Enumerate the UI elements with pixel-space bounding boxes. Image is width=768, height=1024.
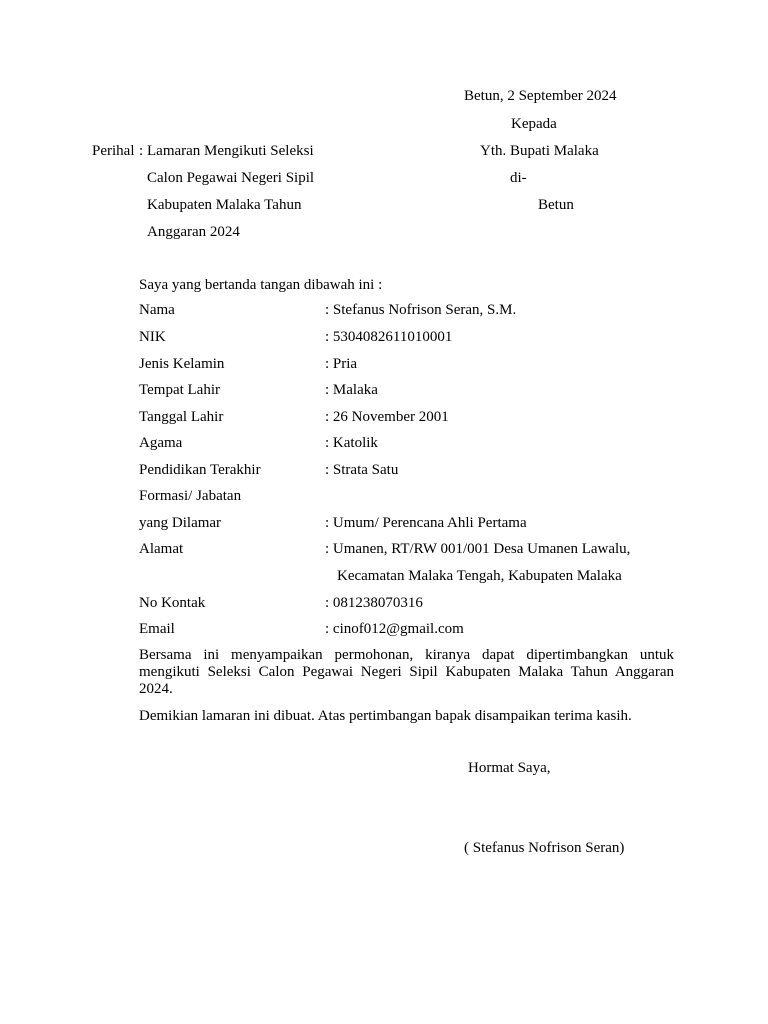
subject-colon: : — [139, 143, 144, 159]
body-paragraph: Bersama ini menyampaikan permohonan, kiranya dapat dipertimbangkan untuk mengikuti Seleksi Calon Pegawai Negeri Sipil Kabupaten Malaka Tahun Anggaran 2024. — [139, 647, 674, 697]
recipient-to: Kepada — [511, 116, 557, 132]
field-value-yang-dilamar: : Umum/ Perencana Ahli Pertama — [325, 515, 527, 531]
field-label-tanggal-lahir: Tanggal Lahir — [139, 409, 224, 425]
recipient-name: Yth. Bupati Malaka — [480, 143, 599, 159]
field-value-nama: : Stefanus Nofrison Seran, S.M. — [325, 302, 517, 318]
field-value-agama: : Katolik — [325, 435, 378, 451]
field-value-alamat: : Umanen, RT/RW 001/001 Desa Umanen Lawalu, — [325, 541, 631, 557]
intro-text: Saya yang bertanda tangan dibawah ini : — [139, 277, 383, 293]
field-value-jenis-kelamin: : Pria — [325, 356, 358, 372]
field-label-email: Email — [139, 621, 175, 637]
field-label-jenis-kelamin: Jenis Kelamin — [139, 356, 225, 372]
subject-line: Lamaran Mengikuti Seleksi — [147, 143, 314, 159]
field-value-alamat-cont: Kecamatan Malaka Tengah, Kabupaten Malaka — [337, 568, 622, 584]
signature-name: ( Stefanus Nofrison Seran) — [464, 840, 625, 856]
field-value-pendidikan: : Strata Satu — [325, 462, 399, 478]
field-value-tanggal-lahir: : 26 November 2001 — [325, 409, 449, 425]
closing-paragraph: Demikian lamaran ini dibuat. Atas pertimbangan bapak disampaikan terima kasih. — [139, 708, 632, 724]
field-label-alamat: Alamat — [139, 541, 184, 557]
recipient-di: di- — [510, 170, 527, 186]
field-label-formasi: Formasi/ Jabatan — [139, 488, 242, 504]
subject-line: Calon Pegawai Negeri Sipil — [147, 170, 315, 186]
field-value-no-kontak: : 081238070316 — [325, 595, 423, 611]
signoff: Hormat Saya, — [468, 760, 551, 776]
field-label-agama: Agama — [139, 435, 183, 451]
field-value-email: : cinof012@gmail.com — [325, 621, 464, 637]
field-label-tempat-lahir: Tempat Lahir — [139, 382, 220, 398]
place-date: Betun, 2 September 2024 — [464, 88, 617, 104]
subject-line: Anggaran 2024 — [147, 224, 240, 240]
field-label-yang-dilamar: yang Dilamar — [139, 515, 222, 531]
field-label-nik: NIK — [139, 329, 166, 345]
field-label-nama: Nama — [139, 302, 175, 318]
field-label-no-kontak: No Kontak — [139, 595, 206, 611]
field-value-nik: : 5304082611010001 — [325, 329, 453, 345]
subject-line: Kabupaten Malaka Tahun — [147, 197, 302, 213]
subject-label: Perihal — [92, 143, 135, 159]
field-label-pendidikan: Pendidikan Terakhir — [139, 462, 261, 478]
field-value-tempat-lahir: : Malaka — [325, 382, 378, 398]
recipient-place: Betun — [538, 197, 574, 213]
